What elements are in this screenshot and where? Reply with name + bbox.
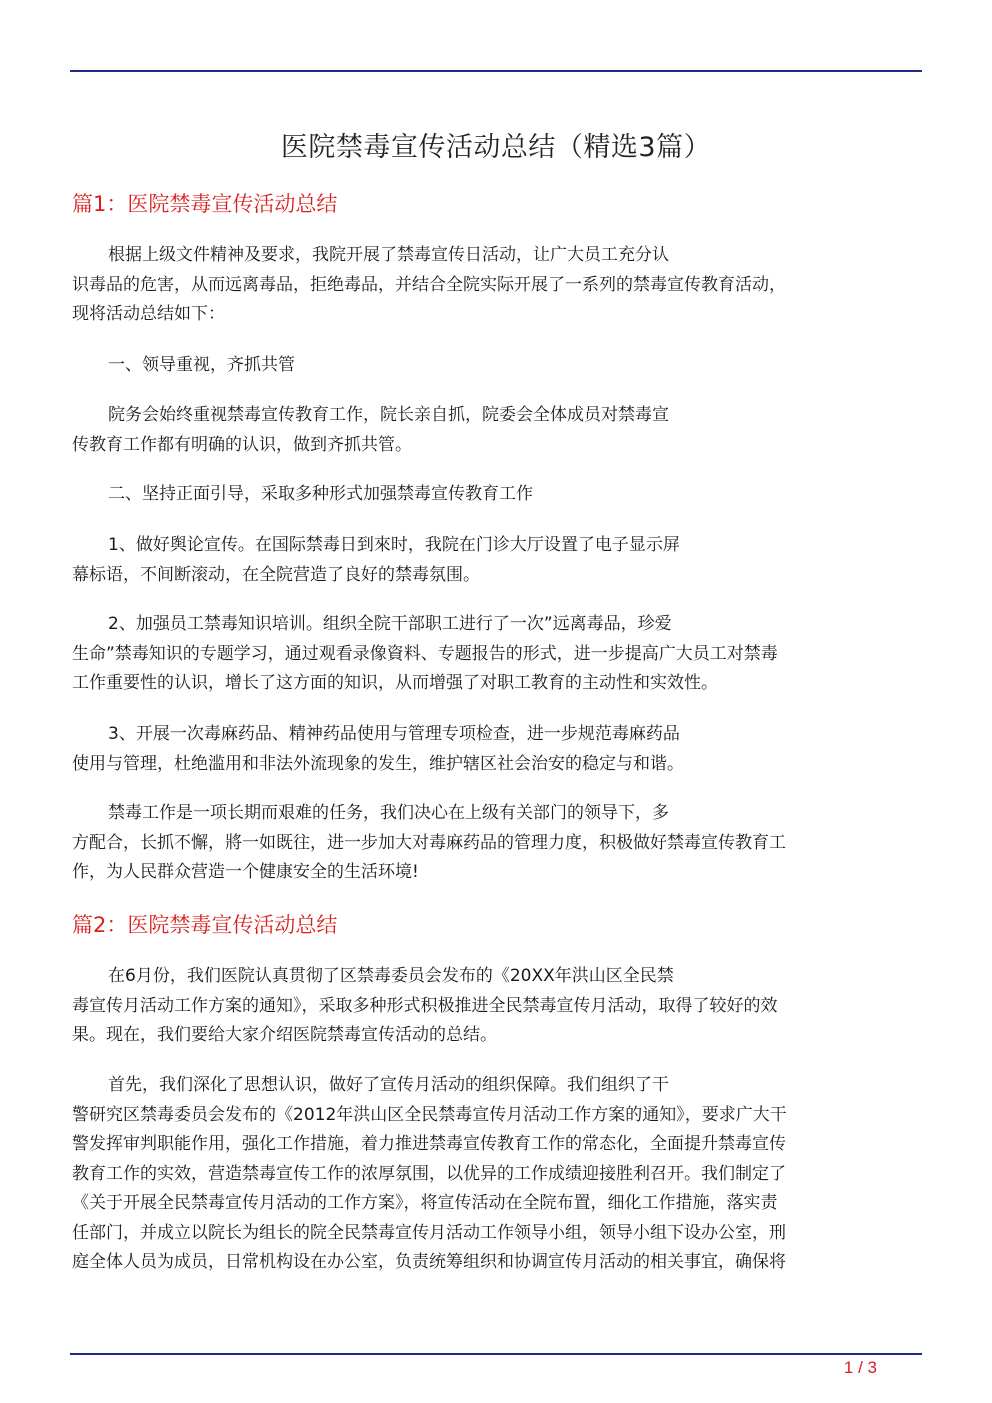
- paragraph-line: 果。现在，我们要给大家介绍医院禁毒宣传活动的总结。: [72, 1025, 497, 1045]
- paragraph-line: 识毒品的危害，从而远离毒品，拒绝毒品，并结合全院实际开展了一系列的禁毒宣传教育活动，: [72, 274, 786, 295]
- paragraph-line: 方配合，长抓不懈，將一如既往，进一步加大对毒麻药品的管理力度，积极做好禁毒宣传教育工: [72, 832, 786, 853]
- paragraph-line: 2、加强员工禁毒知识培训。组织全院干部职工进行了一次”远离毒品，珍爱: [108, 614, 672, 634]
- paragraph-line: 毒宣传月活动工作方案的通知》，采取多种形式积极推进全民禁毒宣传月活动，取得了较好的效: [72, 995, 778, 1016]
- paragraph-line: 院务会始终重视禁毒宣传教育工作，院长亲自抓，院委会全体成员对禁毒宣: [108, 405, 669, 425]
- paragraph-line: 3、开展一次毒麻药品、精神药品使用与管理专项检查，进一步规范毒麻药品: [108, 724, 680, 744]
- section-1-subheading-1: [72, 351, 912, 381]
- paragraph-line: 生命”禁毒知识的专题学习，通过观看录像資料、专题报告的形式，进一步提高广大员工对禁毒: [72, 643, 778, 664]
- paragraph-line: 二、坚持正面引导，采取多种形式加强禁毒宣传教育工作: [108, 484, 533, 504]
- section-1-paragraph-6: [72, 799, 912, 888]
- paragraph-line: 作，为人民群众营造一个健康安全的生活环境!: [72, 862, 419, 882]
- section-1-paragraph-3: [72, 531, 912, 590]
- paragraph-line: 使用与管理，杜绝滥用和非法外流现象的发生，维护辖区社会治安的稳定与和谐。: [72, 753, 684, 774]
- section-1-subheading-2: [72, 480, 912, 510]
- paragraph-line: 警发挥审判职能作用，强化工作措施，着力推进禁毒宣传教育工作的常态化，全面提升禁毒宣传: [72, 1134, 786, 1154]
- paragraph-line: 一、领导重视，齐抓共管: [108, 355, 295, 375]
- section-1-heading: 篇1：医院禁毒宣传活动总结: [72, 192, 338, 216]
- page-number: 1 / 3: [843, 1358, 877, 1377]
- paragraph-line: 根据上级文件精神及要求，我院开展了禁毒宣传日活动，让广大员工充分认: [108, 245, 669, 265]
- paragraph-line: 任部门，并成立以院长为组长的院全民禁毒宣传月活动工作领导小组，领导小组下设办公室，刑: [72, 1222, 786, 1243]
- section-2-paragraph-2: [72, 1071, 912, 1278]
- footer-rule: [70, 1353, 922, 1355]
- paragraph-line: 禁毒工作是一项长期而艰难的任务，我们决心在上级有关部门的领导下，多: [108, 803, 669, 823]
- paragraph-line: 警研究区禁毒委员会发布的《2012年洪山区全民禁毒宣传月活动工作方案的通知》，要求广大干: [72, 1104, 787, 1125]
- section-1-paragraph-4: [72, 610, 912, 699]
- paragraph-line: 幕标语，不间断滚动，在全院营造了良好的禁毒氛围。: [72, 564, 480, 585]
- paragraph-line: 现将活动总结如下：: [72, 304, 225, 324]
- paragraph-line: 教育工作的实效，营造禁毒宣传工作的浓厚氛围，以优异的工作成绩迎接胜利召开。我们制定了: [72, 1163, 786, 1184]
- section-1-paragraph-2: [72, 401, 912, 460]
- paragraph-line: 工作重要性的认识，增长了这方面的知识，从而增强了对职工教育的主动性和实效性。: [72, 673, 718, 693]
- section-1-paragraph-5: [72, 720, 912, 779]
- section-1-paragraph-1: [72, 241, 912, 330]
- header-rule: [70, 70, 922, 72]
- paragraph-line: 首先，我们深化了思想认识，做好了宣传月活动的组织保障。我们组织了干: [108, 1075, 669, 1095]
- paragraph-line: 1、做好舆论宣传。在国际禁毒日到來时，我院在门诊大厅设置了电子显示屏: [108, 535, 680, 555]
- paragraph-line: 《关于开展全民禁毒宣传月活动的工作方案》，将宣传活动在全院布置，细化工作措施，落实责: [72, 1193, 778, 1213]
- section-2-heading: 篇2：医院禁毒宣传活动总结: [72, 913, 338, 937]
- document-title: 医院禁毒宣传活动总结（精选3篇）: [280, 132, 712, 163]
- paragraph-line: 传教育工作都有明确的认识，做到齐抓共管。: [72, 434, 412, 455]
- paragraph-line: 庭全体人员为成员，日常机构设在办公室，负责统筹组织和协调宣传月活动的相关事宜，确保将: [72, 1252, 786, 1272]
- section-2-paragraph-1: [72, 962, 912, 1051]
- paragraph-line: 在6月份，我们医院认真贯彻了区禁毒委员会发布的《20XX年洪山区全民禁: [108, 966, 674, 986]
